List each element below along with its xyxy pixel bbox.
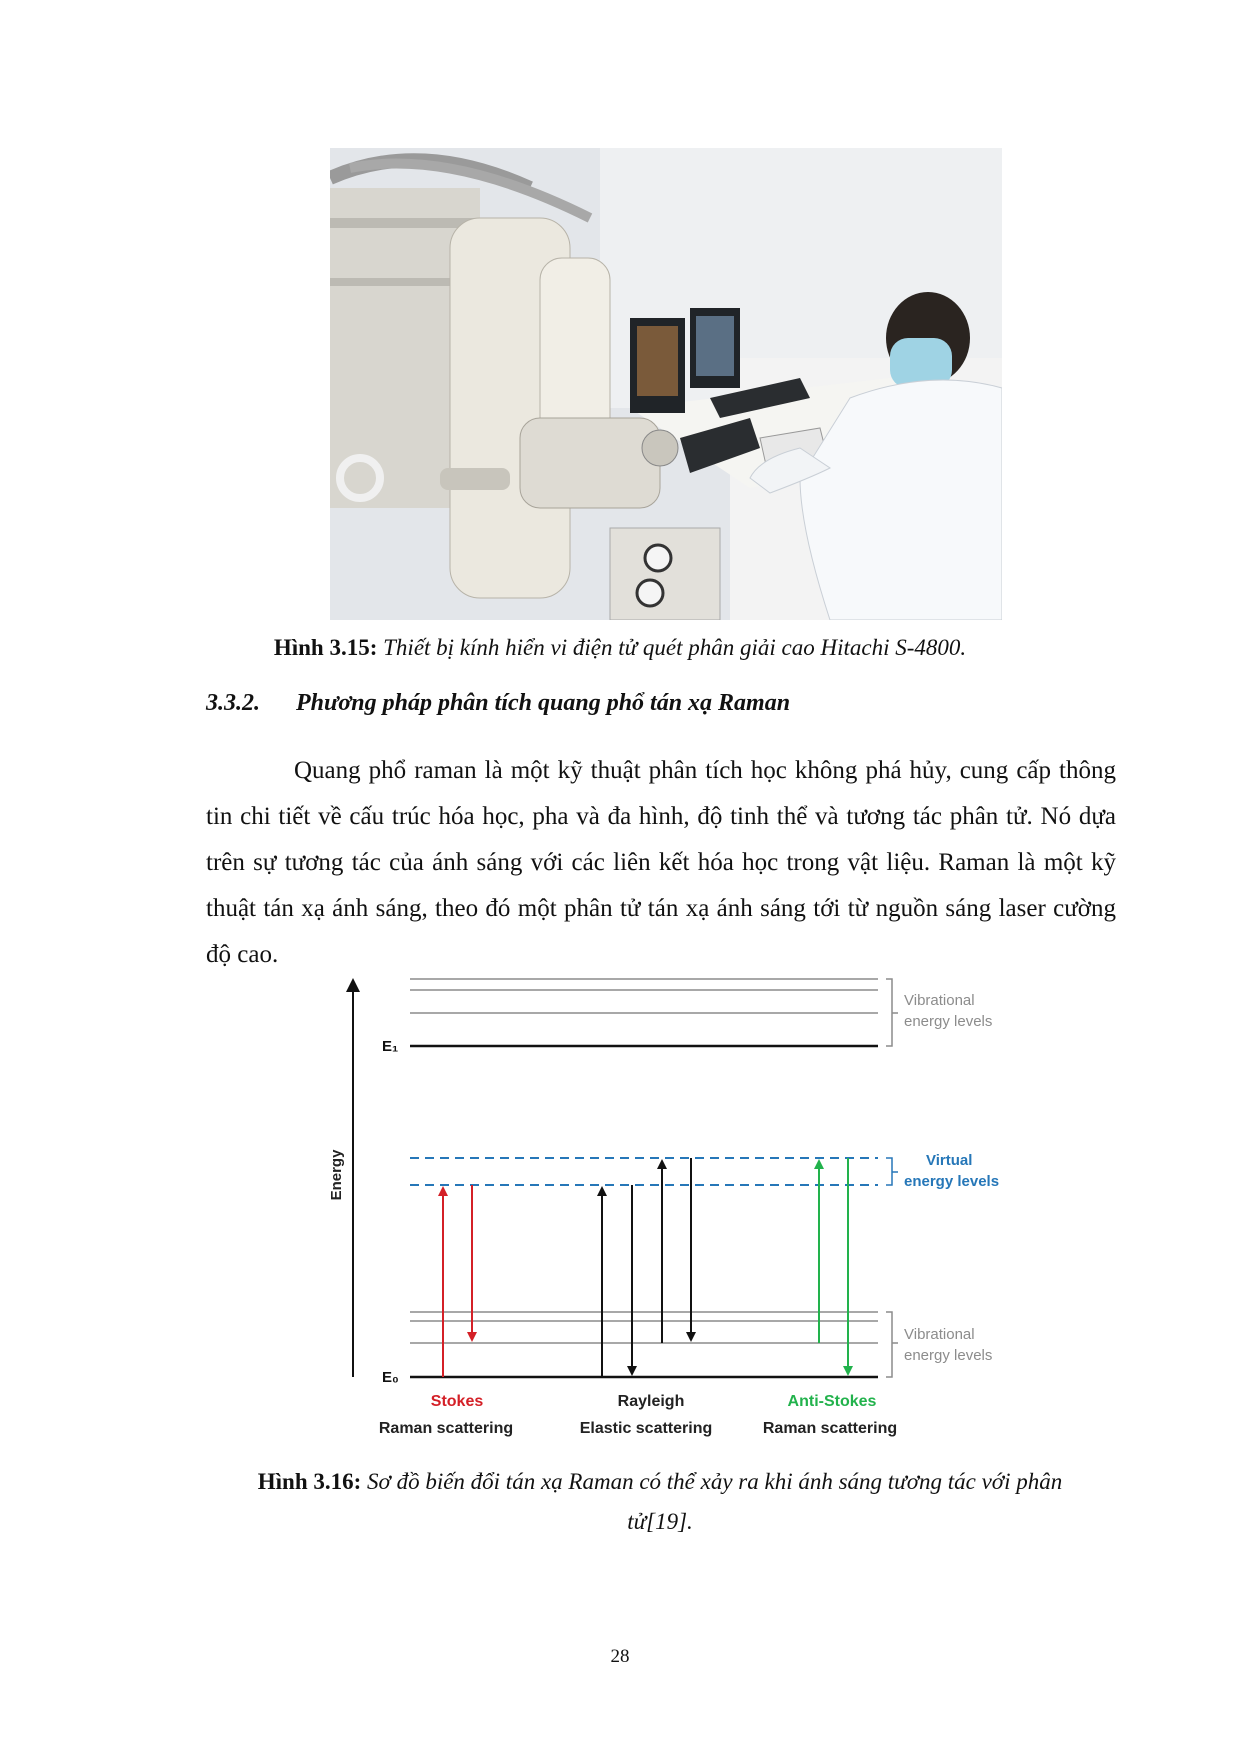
vibrational-bracket (886, 979, 898, 1046)
figure-3-16-caption (200, 1462, 1120, 1542)
vibrational-label: energy levels (904, 1013, 993, 1030)
vibrational-bracket (886, 1312, 898, 1377)
virtual-label: energy levels (904, 1173, 1000, 1190)
body-paragraph (206, 748, 1116, 978)
e0-label: E₀ (382, 1369, 399, 1386)
rayleigh-sublabel: Elastic scattering (579, 1420, 713, 1437)
energy-axis-label: Energy (328, 1149, 345, 1201)
figure-label: Hình 3.16: (257, 1469, 362, 1494)
raman-energy-diagram (300, 975, 1040, 1455)
section-heading (206, 690, 790, 717)
paragraph-text: Quang phổ raman là một kỹ thuật phân tích học không phá hủy, cung cấp thông tin chi tiết về cấu trúc hóa học, pha và đa hình, độ tinh thể và tương tác phân tử. Nó dựa trên sự tương tác của ánh sáng với các liên kết hóa học trong vật liệu. Raman là một kỹ thuật tán xạ ánh sáng, theo đó một phân tử tán xạ ánh sáng tới từ nguồn sáng laser cường độ cao. (206, 757, 1116, 968)
figure-caption-text: Sơ đồ biến đổi tán xạ Raman có thể xảy ra khi ánh sáng tương tác với phân (367, 1469, 1063, 1494)
section-title: Phương pháp phân tích quang phổ tán xạ Raman (296, 690, 791, 716)
page-number: 28 (610, 1646, 630, 1667)
figure-caption-text: Thiết bị kính hiển vi điện tử quét phân giải cao Hitachi S-4800. (383, 635, 967, 660)
rayleigh-label: Rayleigh (617, 1393, 685, 1410)
vibrational-label: energy levels (904, 1347, 993, 1364)
vibrational-label: Vibrational (904, 992, 975, 1009)
stokes-label: Stokes (430, 1393, 484, 1410)
antistokes-label: Anti-Stokes (787, 1393, 877, 1410)
vibrational-label: Vibrational (904, 1326, 975, 1343)
sem-equipment-photo (330, 148, 1002, 620)
stokes-sublabel: Raman scattering (378, 1420, 514, 1437)
virtual-bracket (886, 1158, 898, 1185)
section-number: 3.3.2. (206, 690, 260, 716)
virtual-label: Virtual (926, 1152, 973, 1169)
figure-3-15-caption (0, 632, 1240, 664)
antistokes-sublabel: Raman scattering (762, 1420, 898, 1437)
e1-label: E₁ (382, 1038, 399, 1055)
figure-label: Hình 3.15: (273, 635, 378, 660)
figure-caption-text: tử[19]. (627, 1509, 693, 1534)
